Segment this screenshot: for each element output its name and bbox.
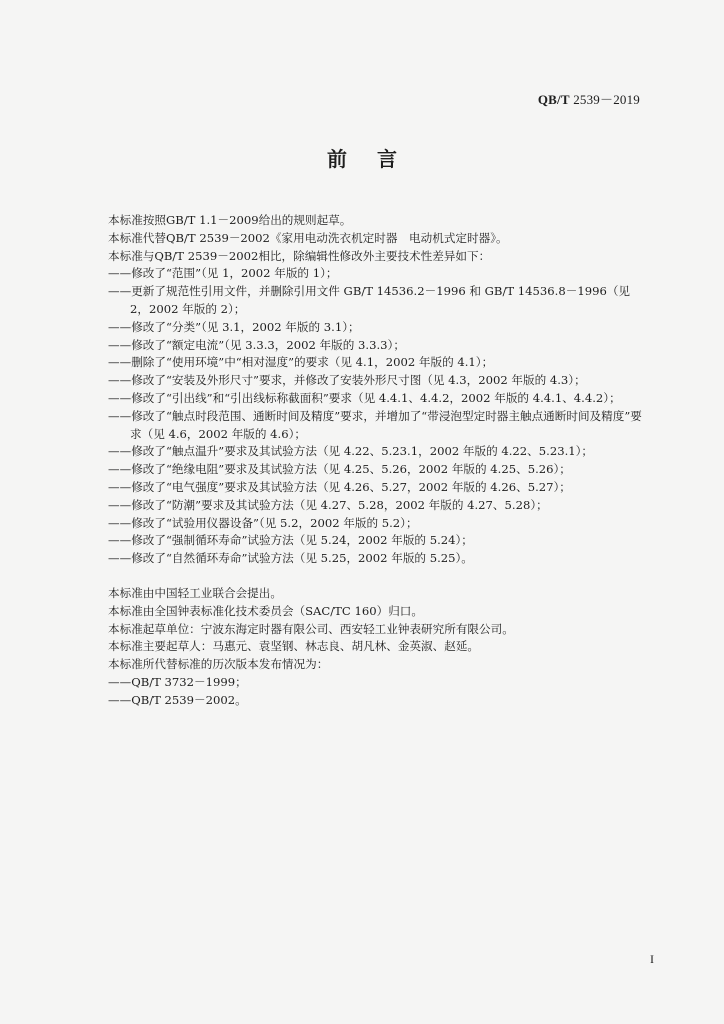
standard-code-number: 2539－2019: [569, 92, 640, 107]
outro-line: 本标准由全国钟表标准化技术委员会（SAC/TC 160）归口。: [108, 603, 423, 618]
change-item: ——修改了“范围”（见 1，2002 年版的 1）；: [108, 266, 338, 281]
previous-edition: ——QB/T 2539－2002。: [108, 692, 247, 707]
standard-code: [538, 89, 640, 108]
change-item: ——修改了“绝缘电阻”要求及其试验方法（见 4.25、5.26，2002 年版的 4.25、5.26）；: [108, 462, 571, 477]
change-item: ——更新了规范性引用文件，并删除引用文件 GB/T 14536.2－1996 和 GB/T 14536.8－1996（见 2，2002 年版的 2）；: [108, 284, 631, 316]
standard-code-prefix: QB/T: [537, 92, 570, 107]
change-item: ——修改了“自然循环寿命”试验方法（见 5.25，2002 年版的 5.25）。: [108, 551, 473, 566]
change-item: ——修改了“强制循环寿命”试验方法（见 5.24，2002 年版的 5.24）；: [108, 533, 473, 548]
page-number: I: [650, 952, 654, 966]
paragraph-gap: [108, 568, 648, 585]
change-item: ——修改了“额定电流”（见 3.3.3，2002 年版的 3.3.3）；: [108, 337, 405, 352]
change-item: ——修改了“触点温升”要求及其试验方法（见 4.22、5.23.1，2002 年版的 4.22、5.23.1）；: [108, 444, 594, 459]
outro-line: 本标准由中国轻工业联合会提出。: [108, 585, 282, 600]
change-item: ——删除了“使用环境”中“相对湿度”的要求（见 4.1，2002 年版的 4.1）；: [108, 355, 494, 370]
foreword-body: [108, 212, 648, 710]
change-item: ——修改了“试验用仪器设备”（见 5.2，2002 年版的 5.2）；: [108, 515, 418, 530]
change-item: ——修改了“引出线”和“引出线标称截面积”要求（见 4.4.1、4.4.2，2002 年版的 4.4.1、4.4.2）；: [108, 390, 621, 405]
change-item: ——修改了“触点时段范围、通断时间及精度”要求，并增加了“带浸泡型定时器主触点通断时间及精度”要求（见 4.6，2002 年版的 4.6）；: [108, 408, 642, 441]
outro-line: 本标准所代替标准的历次版本发布情况为：: [108, 657, 329, 672]
intro-line: 本标准与QB/T 2539－2002相比，除编辑性修改外主要技术性差异如下：: [108, 248, 491, 263]
change-item: ——修改了“安装及外形尺寸”要求，并修改了安装外形尺寸图（见 4.3，2002 年版的 4.3）；: [108, 373, 586, 388]
previous-edition: ——QB/T 3732－1999；: [108, 674, 247, 689]
change-item: ——修改了“分类”（见 3.1，2002 年版的 3.1）；: [108, 319, 360, 334]
outro-line: 本标准起草单位：宁波东海定时器有限公司、西安轻工业钟表研究所有限公司。: [108, 621, 514, 636]
page-title: 前言: [327, 147, 427, 171]
change-item: ——修改了“电气强度”要求及其试验方法（见 4.26、5.27，2002 年版的 4.26、5.27）；: [108, 479, 571, 494]
intro-line: 本标准按照GB/T 1.1－2009给出的规则起草。: [108, 213, 352, 227]
outro-line: 本标准主要起草人：马惠元、袁坚钢、林志良、胡凡林、金英淑、赵延。: [108, 639, 480, 654]
intro-line: 本标准代替QB/T 2539－2002《家用电动洗衣机定时器 电动机式定时器》。: [108, 230, 508, 245]
change-item: ——修改了“防潮”要求及其试验方法（见 4.27、5.28，2002 年版的 4.27、5.28）；: [108, 497, 548, 512]
